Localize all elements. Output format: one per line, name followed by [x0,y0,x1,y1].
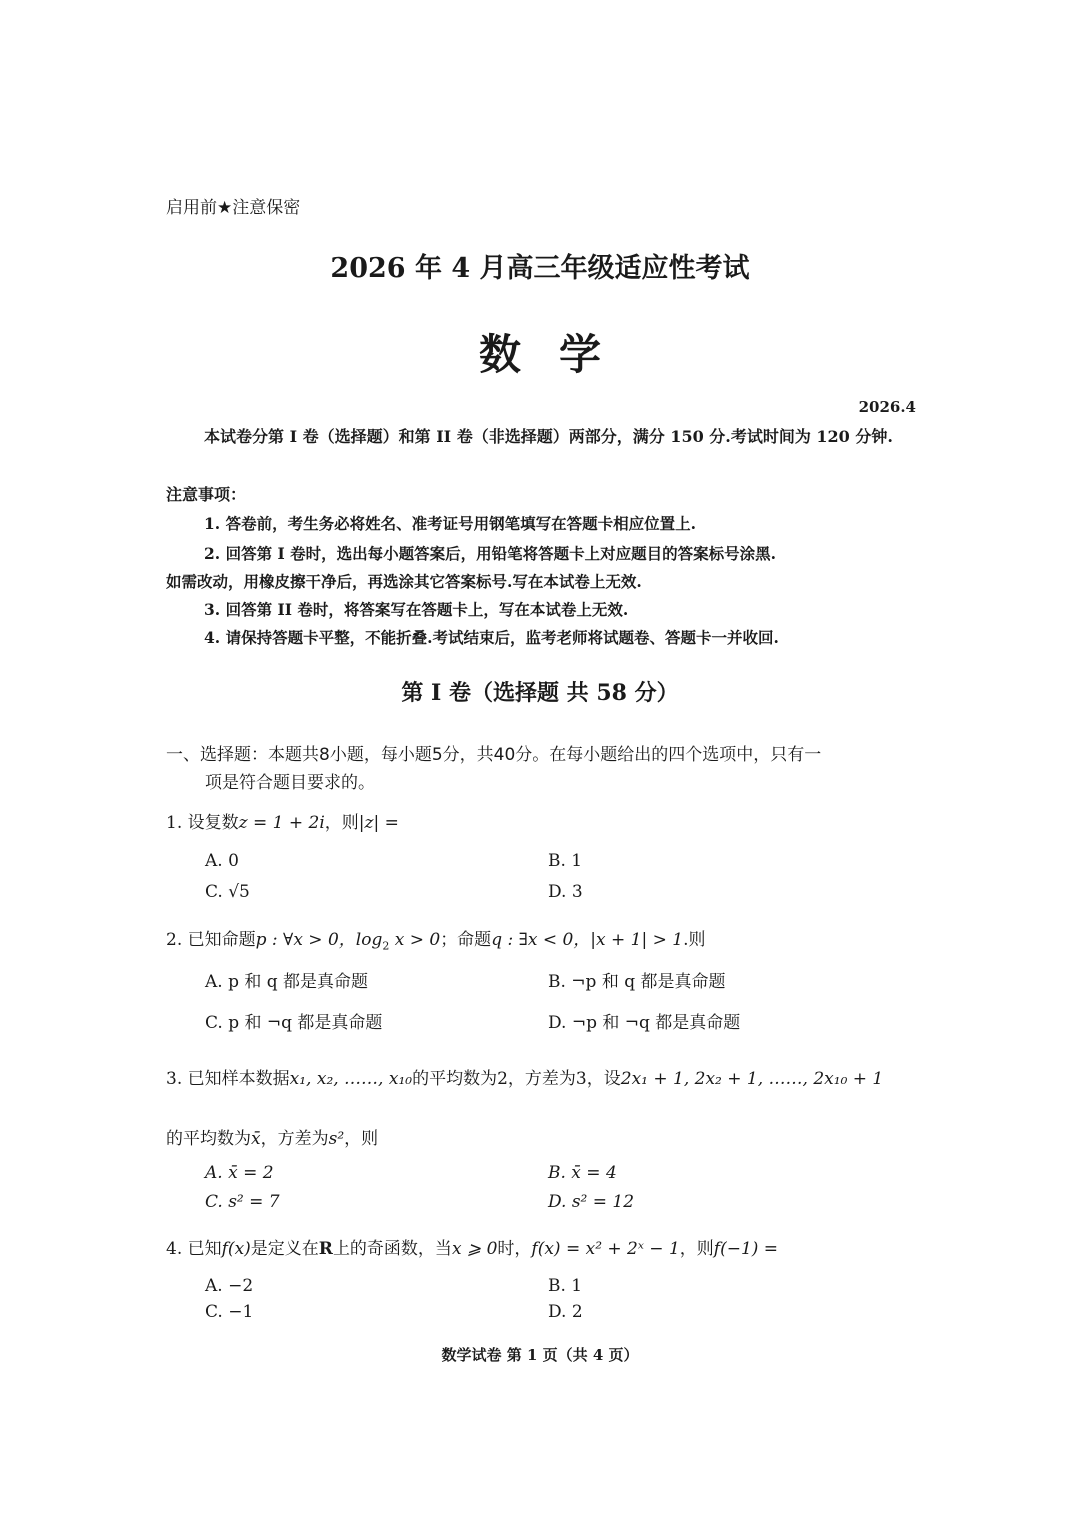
option-b: B. 1 [548,851,583,871]
question-text: 的平均数为 [412,1069,498,1089]
math-expr: x > 0 [389,930,441,950]
question-text: 已知 [187,1239,222,1259]
option-b: B. ¬p 和 q 都是真命题 [548,972,726,992]
question-number: 2. [166,930,183,950]
math-expr: s² [328,1129,345,1149]
question-text: 上的奇函数，当 [332,1239,452,1259]
question-number: 4. [166,1239,183,1259]
option-c: C. p 和 ¬q 都是真命题 [205,1013,383,1033]
option-c: C. −1 [205,1302,254,1322]
question-text: 已知样本数据 [187,1069,290,1089]
math-expr: 3 [575,1069,587,1089]
math-expr: 2 [497,1069,508,1089]
question-1 [166,808,399,833]
option-a: A. x̄ = 2 [205,1163,274,1183]
question-2 [166,925,705,952]
math-expr: f(x) [221,1239,251,1259]
subject-title: 数学 [478,330,639,379]
part-instructions: 一、选择题：本题共8小题，每小题5分，共40分。在每小题给出的四个选项中，只有一 [166,745,822,765]
question-text: 已知命题 [187,930,256,950]
math-subscript: 2 [382,939,390,953]
question-text: ；命题 [440,930,492,950]
question-4 [166,1234,778,1259]
part-instructions: 项是符合题目要求的。 [205,773,375,793]
question-text: ，方差为 [260,1129,329,1149]
question-text: ，则 [679,1239,714,1259]
question-text: ，则 [344,1129,379,1149]
question-text: ，则 [324,813,359,833]
math-expr: x̄ [251,1129,261,1149]
exam-title: 2026 年 4 月高三年级适应性考试 [330,253,750,284]
math-expr: f(−1) = [713,1239,779,1259]
question-text: 的平均数为 [166,1129,251,1149]
math-expr: |z| = [358,813,399,833]
math-expr: q : ∃x < 0，|x + 1| > 1 [491,930,684,950]
option-b: B. 1 [548,1276,583,1296]
math-expr: p : ∀x > 0，log [255,930,383,950]
option-b: B. x̄ = 4 [548,1163,617,1183]
notice-item: 3. 回答第 II 卷时，将答案写在答题卡上，写在本试卷上无效. [204,600,629,619]
page-footer: 数学试卷 第 1 页（共 4 页） [441,1346,639,1364]
option-d: D. s² = 12 [548,1192,635,1212]
question-3-line-2 [166,1124,378,1149]
notice-heading: 注意事项： [166,485,247,504]
intro-paragraph: 本试卷分第 I 卷（选择题）和第 II 卷（非选择题）两部分，满分 150 分.考试时间为 120 分钟. [204,427,893,446]
notice-item: 4. 请保持答题卡平整，不能折叠.考试结束后，监考老师将试题卷、答题卡一并收回. [204,628,779,647]
option-d: D. ¬p 和 ¬q 都是真命题 [548,1013,741,1033]
option-c: C. √5 [205,882,250,902]
question-text: 设复数 [187,813,239,833]
math-expr: R [318,1239,333,1259]
option-d: D. 2 [548,1302,583,1322]
confidential-label: 启用前★注意保密 [166,198,301,218]
math-expr: x ⩾ 0 [451,1239,498,1259]
question-text: .则 [683,930,706,950]
notice-item: 2. 回答第 I 卷时，选出每小题答案后，用铅笔将答题卡上对应题目的答案标号涂黑. [204,544,777,563]
option-a: A. 0 [205,851,239,871]
question-text: ，方差为 [507,1069,576,1089]
exam-date: 2026.4 [858,398,916,416]
math-expr: f(x) = x² + 2ˣ − 1 [531,1239,680,1259]
math-expr: 2x₁ + 1, 2x₂ + 1, ……, 2x₁₀ + 1 [620,1069,884,1089]
option-a: A. −2 [205,1276,254,1296]
notice-item: 1. 答卷前，考生务必将姓名、准考证号用钢笔填写在答题卡相应位置上. [204,514,696,533]
math-expr: x₁, x₂, ……, x₁₀ [289,1069,413,1089]
question-3 [166,1064,883,1089]
question-number: 1. [166,813,183,833]
question-text: 时， [497,1239,532,1259]
option-d: D. 3 [548,882,583,902]
option-a: A. p 和 q 都是真命题 [205,972,369,992]
question-text: ，设 [586,1069,621,1089]
option-c: C. s² = 7 [205,1192,280,1212]
section-title: 第 I 卷（选择题 共 58 分） [401,680,679,706]
question-text: 是定义在 [250,1239,319,1259]
math-expr: z = 1 + 2i [238,813,325,833]
notice-item: 如需改动，用橡皮擦干净后，再选涂其它答案标号.写在本试卷上无效. [166,572,642,591]
question-number: 3. [166,1069,183,1089]
